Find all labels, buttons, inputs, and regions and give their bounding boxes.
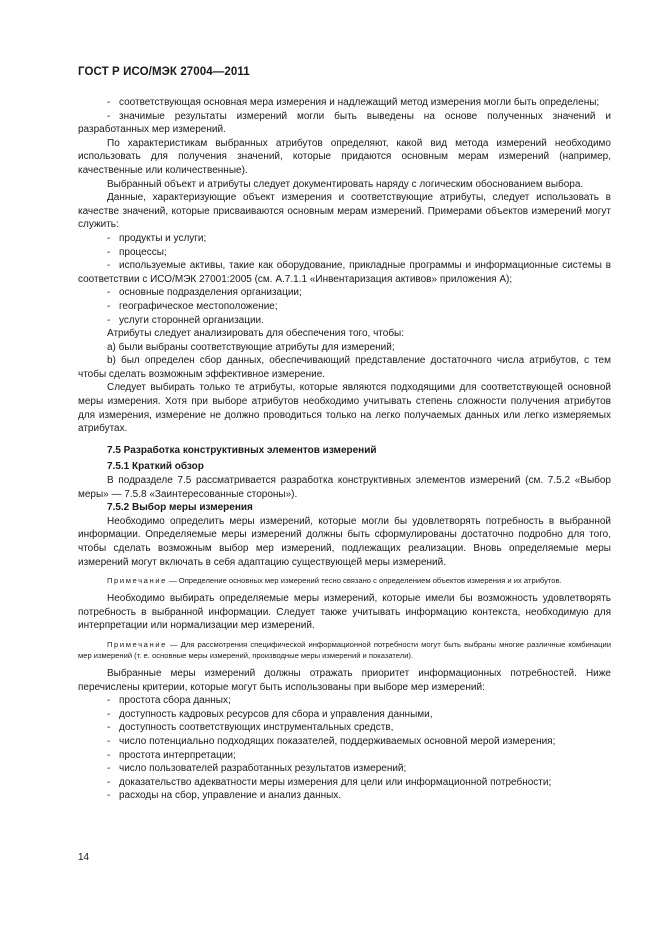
- list-item: [78, 694, 611, 708]
- list-item-text: число пользователей разработанных результатов измерений;: [119, 763, 407, 775]
- list-item-text: географическое местоположение;: [119, 300, 278, 312]
- list-item: [78, 735, 611, 749]
- list-item: [78, 286, 611, 300]
- paragraph: Выбранный объект и атрибуты следует документировать наряду с логическим обоснованием выбора.: [107, 178, 584, 190]
- list-dash: -: [107, 695, 111, 707]
- list-item: [78, 708, 611, 722]
- list-dash: -: [107, 300, 111, 312]
- list-item: [78, 314, 611, 328]
- list-dash: -: [107, 776, 111, 788]
- list-item: [78, 300, 611, 314]
- list-item-text: доступность кадровых ресурсов для сбора и управления данными,: [119, 708, 433, 720]
- note: [78, 575, 611, 586]
- list-item-text: значимые результаты измерений могли быть выведены на основе полученных значений и разработанных мер измерений.: [78, 110, 611, 136]
- list-dash: -: [107, 97, 111, 108]
- list-dash: -: [107, 722, 111, 734]
- list-item-text: расходы на сбор, управление и анализ данных.: [119, 790, 342, 802]
- list-dash: -: [107, 790, 111, 802]
- note-label: Примечание: [107, 639, 167, 649]
- list-item: [78, 232, 611, 246]
- note: [78, 639, 611, 661]
- list-dash: -: [107, 735, 111, 747]
- list-item: [78, 259, 611, 286]
- list-item: [78, 110, 611, 137]
- list-item: [78, 789, 611, 803]
- section-heading: 7.5.1 Краткий обзор: [107, 461, 204, 473]
- list-dash: -: [107, 314, 111, 326]
- paragraph: Необходимо выбирать определяемые меры измерений, которые имели бы возможность удовлетворять потребность в выбранной информации. Следует также учитывать информацию контекста, необходимую для интерпретации или нормализации мер измерений.: [78, 593, 611, 632]
- paragraph: а) были выбраны соответствующие атрибуты для измерений;: [107, 341, 395, 353]
- list-item-text: основные подразделения организации;: [119, 287, 302, 299]
- list-item-text: процессы;: [119, 246, 167, 258]
- list-item: [78, 246, 611, 260]
- note-label: Примечание: [107, 576, 167, 586]
- list-item-text: число потенциально подходящих показателей, поддерживаемых основной мерой измерения;: [119, 735, 556, 747]
- list-dash: -: [107, 246, 111, 258]
- paragraph: b) был определен сбор данных, обеспечивающий представление достаточного числа атрибутов, с тем чтобы сделать возможным эффективное измерение.: [78, 355, 611, 380]
- list-item-text: простота интерпретации;: [119, 749, 236, 761]
- paragraph: Следует выбирать только те атрибуты, которые являются подходящими для соответствующей основной меры измерения. Хотя при выборе атрибутов необходимо учитывать степень сложности получения атрибутов для измерения, измерение не должно проводиться только на легко получаемых данных или легко измеряемых атрибутах.: [78, 382, 611, 435]
- page-header-standard-code: ГОСТ Р ИСО/МЭК 27004—2011: [78, 66, 250, 78]
- list-dash: -: [107, 260, 111, 272]
- list-dash: -: [107, 763, 111, 775]
- list-dash: -: [107, 232, 111, 244]
- list-item-text: простота сбора данных;: [119, 695, 231, 707]
- paragraph: Атрибуты следует анализировать для обеспечения того, чтобы:: [107, 328, 405, 340]
- list-item: [78, 749, 611, 763]
- list-item-text: используемые активы, такие как оборудование, прикладные программы и информационные системы в соответствии с ИСО/МЭК 27001:2005 (см. А.7.1.1 «Инвентаризация активов» приложения А);: [78, 260, 611, 285]
- list-item: [78, 96, 611, 110]
- paragraph: В подразделе 7.5 рассматривается разработка конструктивных элементов измерений (см. 7.5.2 «Выбор меры» — 7.5.8 «Заинтересованные стороны»).: [78, 475, 611, 500]
- paragraph: Данные, характеризующие объект измерения и соответствующие атрибуты, следует использовать в качестве значений, которые присваиваются основным мерам измерений. Примерами объектов измерений могут служить:: [78, 192, 611, 231]
- paragraph: По характеристикам выбранных атрибутов определяют, какой вид метода измерений необходимо использовать для получения значений, которые придаются основным мерам измерений (например, качественные или количественные).: [78, 137, 611, 176]
- list-dash: -: [107, 110, 111, 122]
- section-heading: 7.5.2 Выбор меры измерения: [107, 502, 253, 514]
- list-item: [78, 762, 611, 776]
- list-item-text: доступность соответствующих инструментальных средств,: [119, 722, 394, 734]
- paragraph: Выбранные меры измерений должны отражать приоритет информационных потребностей. Ниже перечислены критерии, которые могут быть использованы при выборе мер измерений:: [78, 667, 611, 693]
- list-dash: -: [107, 708, 111, 720]
- section-heading: 7.5 Разработка конструктивных элементов измерений: [107, 444, 377, 456]
- list-item-text: услуги сторонней организации.: [119, 314, 264, 326]
- page-number: 14: [78, 852, 90, 863]
- document-body: [78, 96, 611, 803]
- note-text: Для рассмотрения специфической информационной потребности могут быть выбраны многие различные комбинации мер измерений (т. е. основные меры измерений, производные меры измерений и показатели).: [78, 639, 611, 660]
- note-separator: —: [166, 576, 179, 586]
- list-item-text: соответствующая основная мера измерения и надлежащий метод измерения могли быть определены;: [119, 97, 600, 108]
- note-text: Определение основных мер измерений тесно связано с определением объектов измерения и их атрибутов.: [178, 576, 562, 586]
- paragraph: Необходимо определить меры измерений, которые могли бы удовлетворять потребность в выбранной информации. Определяемые меры измерений должны быть сформулированы достаточно подробно для того, чтобы сделать возможным выбор мер измерений, подлежащих реализации. Вновь определяемые меры измерений могут включать в себя адаптацию существующей меры измерений.: [78, 515, 611, 568]
- note-separator: —: [166, 639, 181, 649]
- list-dash: -: [107, 749, 111, 761]
- list-item: [78, 776, 611, 790]
- list-item-text: продукты и услуги;: [119, 232, 207, 244]
- list-dash: -: [107, 287, 111, 299]
- list-item-text: доказательство адекватности меры измерения для цели или информационной потребности;: [119, 776, 552, 788]
- list-item: [78, 721, 611, 735]
